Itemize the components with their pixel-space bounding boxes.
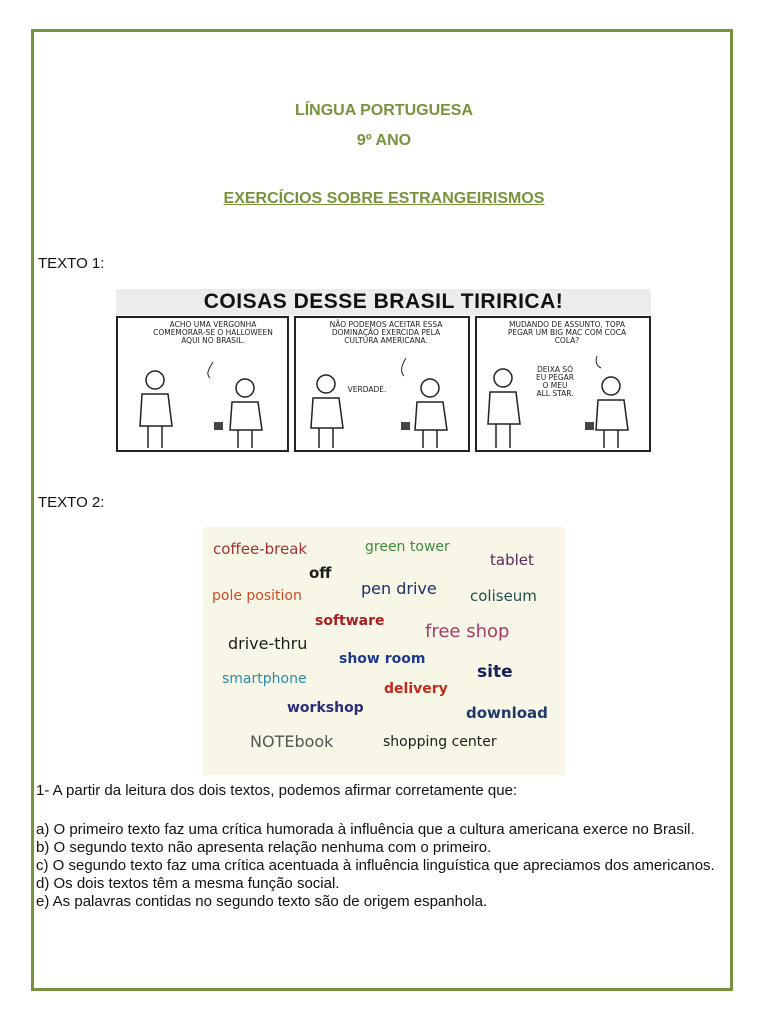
reply-bubble: DEIXA SÓ EU PEGAR O MEU ALL STAR. [535, 365, 575, 398]
word: free shop [425, 621, 510, 642]
comic-title: COISAS DESSE BRASIL TIRIRICA! [116, 289, 651, 315]
word: shopping center [383, 734, 497, 750]
option-a: a) O primeiro texto faz uma crítica humorada à influência que a cultura americana exerce no Brasil. [36, 821, 695, 838]
speech-bubble: MUDANDO DE ASSUNTO, TOPA PEGAR UM BIG MAC COM COCA COLA? [507, 320, 627, 345]
comic-strip [116, 289, 651, 454]
word: coliseum [470, 587, 537, 605]
word: download [466, 704, 548, 722]
word-cloud [203, 527, 565, 775]
option-d: d) Os dois textos têm a mesma função social. [36, 875, 340, 892]
option-c: c) O segundo texto faz uma crítica acentuada à influência linguística que apreciamos dos americanos. [36, 857, 715, 874]
texto2-label: TEXTO 2: [38, 494, 105, 511]
word: off [309, 564, 332, 582]
comic-figures-illustration [118, 318, 287, 450]
comic-panel-2 [294, 316, 470, 452]
word: pen drive [361, 579, 437, 598]
word: coffee-break [213, 540, 308, 558]
word: green tower [365, 539, 450, 555]
word: delivery [384, 681, 448, 697]
word: smartphone [222, 671, 307, 687]
reply-bubble: VERDADE. [347, 385, 387, 394]
texto1-label: TEXTO 1: [38, 255, 105, 272]
comic-panel-3 [475, 316, 651, 452]
word: tablet [490, 551, 534, 569]
comic-panel-1 [116, 316, 289, 452]
speech-bubble: ACHO UMA VERGONHA COMEMORAR-SE O HALLOWEEN AQUI NO BRASIL. [153, 320, 273, 345]
word: site [477, 662, 513, 682]
subject-heading: LÍNGUA PORTUGUESA [294, 102, 474, 119]
word: software [315, 613, 385, 629]
word: drive-thru [228, 634, 308, 653]
word: show room [339, 651, 426, 667]
option-b: b) O segundo texto não apresenta relação nenhuma com o primeiro. [36, 839, 492, 856]
answer-options [36, 821, 732, 911]
comic-figures-illustration [477, 318, 649, 450]
question-prompt: 1- A partir da leitura dos dois textos, podemos afirmar corretamente que: [36, 782, 518, 799]
word: pole position [212, 588, 302, 604]
word: workshop [287, 700, 364, 716]
speech-bubble: NÃO PODEMOS ACEITAR ESSA DOMINAÇÃO EXERCIDA PELA CULTURA AMERICANA. [329, 320, 443, 345]
word: NOTEbook [250, 732, 334, 751]
exercise-title: EXERCÍCIOS SOBRE ESTRANGEIRISMOS [223, 190, 545, 207]
grade-heading: 9º ANO [356, 132, 412, 149]
option-e: e) As palavras contidas no segundo texto são de origem espanhola. [36, 893, 488, 910]
comic-figures-illustration [296, 318, 468, 450]
